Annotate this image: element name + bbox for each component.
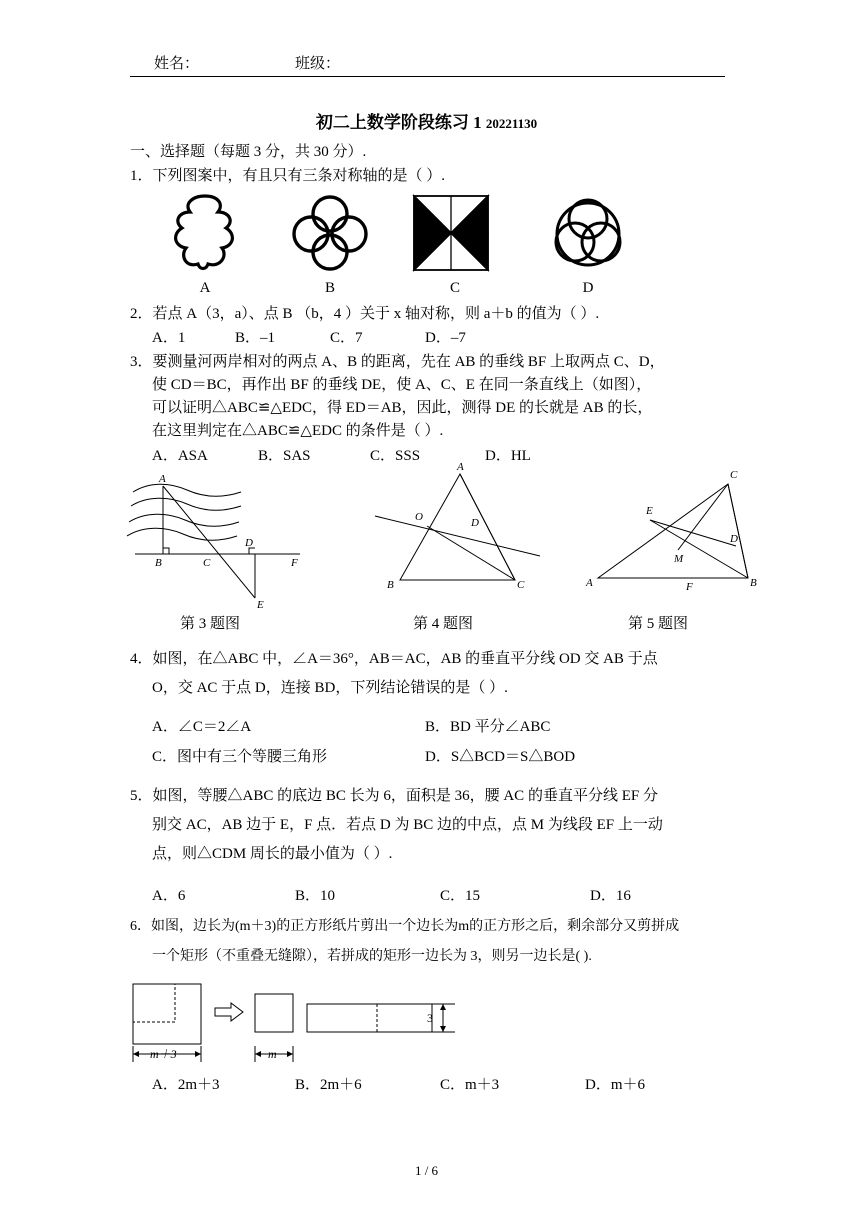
question-3-line4: 在这里判定在△ABC≌△EDC 的条件是（ ）. — [152, 423, 444, 439]
q6-option-b: B．2m＋6 — [295, 1077, 362, 1093]
question-5-line1: 5．如图，等腰△ABC 的底边 BC 长为 6，面积是 36，腰 AC 的垂直平分线 EF 分 — [130, 788, 658, 804]
q2-option-a: A．1 — [152, 330, 186, 346]
q5-diagram — [578, 460, 768, 608]
q1-label-a: A — [199, 280, 211, 296]
svg-text:m: m — [268, 1047, 277, 1061]
q5-option-d: D．16 — [590, 888, 631, 904]
svg-text:O: O — [415, 511, 423, 523]
q4-option-c: C．图中有三个等腰三角形 — [152, 749, 328, 765]
svg-text:F: F — [686, 581, 693, 593]
section-heading: 一、选择题（每题 3 分，共 30 分）. — [130, 144, 367, 160]
q6-diagram — [125, 978, 465, 1068]
q4-diagram — [365, 460, 550, 608]
svg-text:C: C — [517, 579, 525, 591]
svg-text:m＋3: m＋3 — [150, 1047, 177, 1061]
svg-text:A: A — [586, 577, 593, 589]
figure-caption-5: 第 5 题图 — [627, 616, 688, 632]
question-6-line2: 一个矩形（不重叠无缝隙），若拼成的矩形一边长为 3，则另一边长是( ). — [152, 949, 592, 964]
q1-label-d: D — [582, 280, 594, 296]
svg-text:C: C — [730, 469, 738, 481]
page-number: 1 / 6 — [414, 1163, 439, 1178]
question-6-line1: 6．如图，边长为(m＋3)的正方形纸片剪出一个边长为m的正方形之后，剩余部分又剪拼成 — [130, 919, 680, 934]
svg-text:C: C — [203, 557, 211, 569]
q6-option-d: D．m＋6 — [585, 1077, 646, 1093]
page-title — [0, 108, 853, 133]
question-5-line3: 点，则△CDM 周长的最小值为（ ）. — [152, 846, 393, 862]
question-5-line2: 别交 AC，AB 边于 E，F 点．若点 D 为 BC 边的中点，点 M 为线段 EF 上一动 — [152, 817, 663, 833]
q2-option-d: D．–7 — [425, 330, 466, 346]
q5-option-c: C．15 — [440, 888, 481, 904]
q3-option-d: D．HL — [485, 448, 531, 464]
q1-figure-d — [533, 192, 643, 274]
q1-figure-a — [150, 192, 260, 274]
svg-text:A: A — [457, 461, 464, 473]
q3-diagram — [125, 466, 360, 611]
title-date: 20221130 — [485, 116, 538, 131]
svg-text:3: 3 — [427, 1011, 433, 1025]
svg-text:D: D — [471, 517, 479, 529]
q4-option-d: D．S△BCD＝S△BOD — [425, 749, 576, 765]
name-label: 姓名： — [154, 56, 200, 72]
q4-option-b: B．BD 平分∠ABC — [425, 719, 551, 735]
svg-text:B: B — [387, 579, 394, 591]
svg-text:B: B — [750, 577, 757, 589]
q4-option-a: A．∠C＝2∠A — [152, 719, 252, 735]
figure-caption-4: 第 4 题图 — [412, 616, 473, 632]
q5-option-a: A．6 — [152, 888, 186, 904]
question-4-line1: 4．如图，在△ABC 中，∠A＝36°，AB＝AC，AB 的垂直平分线 OD 交 AB 于点 — [130, 651, 658, 667]
title-main: 初二上数学阶段练习 1 — [315, 113, 486, 132]
q1-label-b: B — [324, 280, 335, 296]
svg-text:F: F — [291, 557, 298, 569]
q1-label-c: C — [449, 280, 460, 296]
q3-option-b: B．SAS — [258, 448, 311, 464]
svg-text:D: D — [730, 533, 738, 545]
question-3-line1: 3．要测量河两岸相对的两点 A、B 的距离，先在 AB 的垂线 BF 上取两点 C、D， — [130, 354, 665, 370]
question-2-text: 2．若点 A（3，a）、点 B （b，4 ）关于 x 轴对称，则 a＋b 的值为（ ）. — [130, 306, 600, 322]
svg-text:D: D — [245, 537, 253, 549]
q6-option-c: C．m＋3 — [440, 1077, 500, 1093]
q6-option-a: A．2m＋3 — [152, 1077, 220, 1093]
svg-text:A: A — [159, 473, 166, 485]
q3-option-a: A．ASA — [152, 448, 208, 464]
svg-text:M: M — [674, 553, 684, 565]
svg-text:E: E — [646, 505, 653, 517]
svg-text:B: B — [155, 557, 162, 569]
header-line — [130, 52, 725, 77]
q3-option-c: C．SSS — [370, 448, 421, 464]
svg-text:E: E — [257, 599, 264, 611]
question-1-text: 1．下列图案中，有且只有三条对称轴的是（ ）. — [130, 168, 446, 184]
q2-option-b: B．–1 — [235, 330, 276, 346]
q5-option-b: B．10 — [295, 888, 336, 904]
question-3-line2: 使 CD＝BC，再作出 BF 的垂线 DE，使 A、C、E 在同一条直线上（如图）， — [152, 377, 652, 393]
question-3-line3: 可以证明△ABC≌△EDC，得 ED＝AB，因此，测得 DE 的长就是 AB 的长， — [152, 400, 653, 416]
class-label: 班级： — [295, 56, 341, 72]
figure-caption-3: 第 3 题图 — [179, 616, 240, 632]
question-4-line2: O，交 AC 于点 D，连接 BD，下列结论错误的是（ ）. — [152, 680, 508, 696]
q1-figure-b — [275, 192, 385, 274]
q2-option-c: C．7 — [330, 330, 363, 346]
q1-figure-c — [404, 190, 504, 276]
